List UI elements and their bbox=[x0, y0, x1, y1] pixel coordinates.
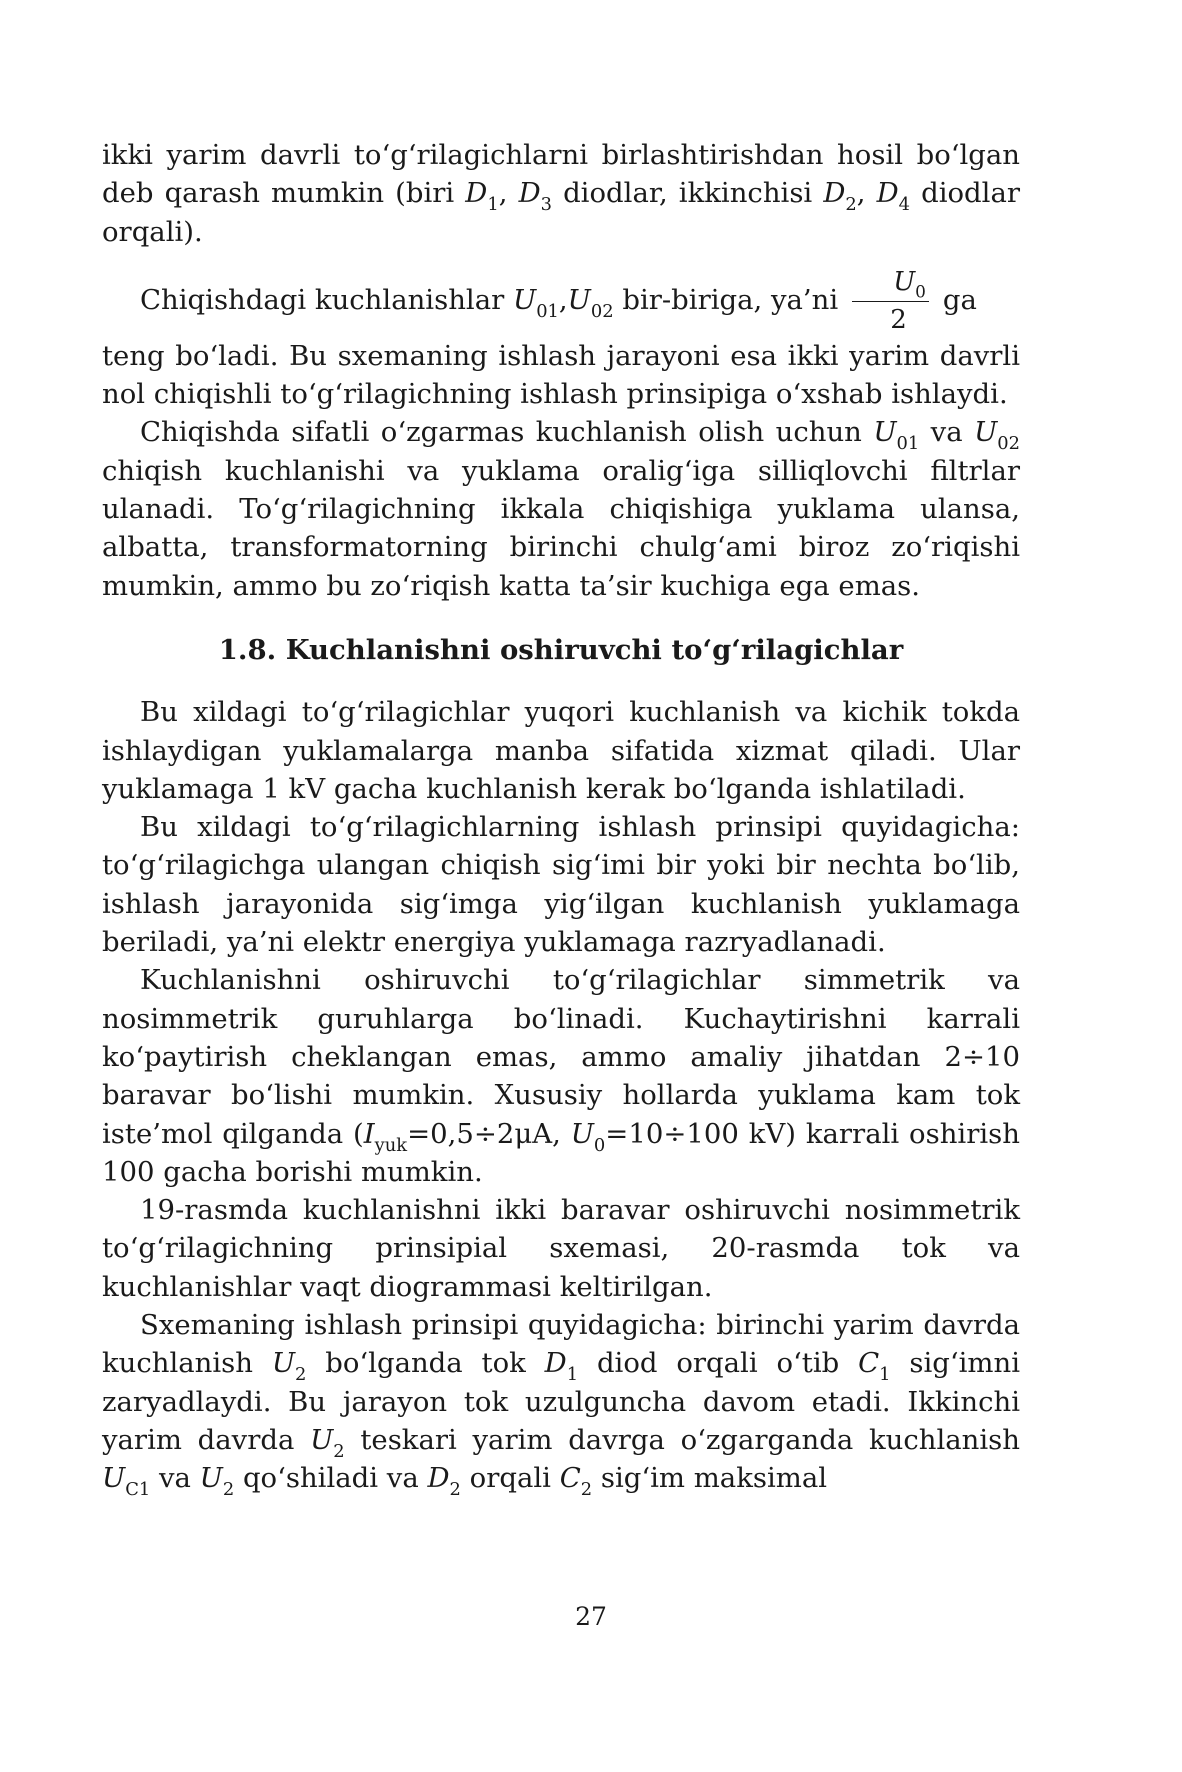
section-heading: 1.8. Kuchlanishni oshiruvchi to‘g‘rilagichlar bbox=[218, 633, 904, 666]
paragraph-4: Chiqishda sifatli o‘zgarmas kuchlanish olish uchun $U_{01}$ va $U_{02}$ chiqish kuchlanishi va yuklama oralig‘iga silliqlovchi filtrlar ulanadi. To‘g‘rilagichning ikkala chiqishiga yuklama ulansa, albatta, transformatorning birinchi chulg‘ami biroz zo‘riqishi mumkin, ammo bu zo‘riqish katta ta’sir kuchiga ega emas. bbox=[102, 416, 1020, 602]
paragraph-1: ikki yarim davrli to‘g‘rilagichlarni birlashtirishdan hosil bo‘lgan deb qarash mumkin (biri $D_1$, $D_3$ diodlar, ikkinchisi $D_2$, $D_4$ diodlar orqali). bbox=[102, 139, 1020, 248]
paragraph-8: 19-rasmda kuchlanishni ikki baravar oshiruvchi nosimmetrik to‘g‘rilagichning prinsipial sxemasi, 20-rasmda tok va kuchlanishlar vaqt diogrammasi keltirilgan. bbox=[102, 1194, 1020, 1303]
fraction-u0-over-2: $\frac{U_0}{2}$ bbox=[852, 268, 929, 334]
paragraph-3: teng bo‘ladi. Bu sxemaning ishlash jarayoni esa ikki yarim davrli nol chiqishli to‘g‘rilagichning ishlash prinsipiga o‘xshab ishlaydi. bbox=[102, 339, 1020, 411]
paragraph-7: Kuchlanishni oshiruvchi to‘g‘rilagichlar simmetrik va nosimmetrik guruhlarga bo‘linadi. Kuchaytirishni karrali ko‘paytirish cheklangan emas, ammo amaliy jihatdan 2÷10 baravar bo‘lishi mumkin. Xususiy hollarda yuklama kam tok iste’mol qilganda ($I_{yuk}=0,5\div 2\mu A$, $U_0=10\div 100$ kV) karrali oshirish 100 gacha borishi mumkin. bbox=[102, 964, 1020, 1188]
paragraph-5: Bu xildagi to‘g‘rilagichlar yuqori kuchlanish va kichik tokda ishlaydigan yuklamalarga manba sifatida xizmat qiladi. Ular yuklamaga 1 kV gacha kuchlanish kerak bo‘lganda ishlatiladi. bbox=[102, 696, 1020, 805]
paragraph-6: Bu xildagi to‘g‘rilagichlarning ishlash prinsipi quyidagicha: to‘g‘rilagichga ulangan chiqish sig‘imi bir yoki bir nechta bo‘lib, ishlash jarayonida sig‘imga yig‘ilgan kuchlanish yuklamaga beriladi, ya’ni elektr energiya yuklamaga razryadlanadi. bbox=[102, 811, 1020, 959]
paragraph-9: Sxemaning ishlash prinsipi quyidagicha: birinchi yarim davrda kuchlanish $U_2$ bo‘lganda tok $D_1$ diod orqali o‘tib $C_1$ sig‘imni zaryadlaydi. Bu jarayon tok uzulguncha davom etadi. Ikkinchi yarim davrda $U_2$ teskari yarim davrga o‘zgarganda kuchlanish $U_{C1}$ va $U_2$ qo‘shiladi va $D_2$ orqali $C_2$ sig‘im maksimal bbox=[102, 1309, 1020, 1501]
page-number: 27 bbox=[575, 1602, 607, 1631]
body-text bbox=[102, 136, 1020, 1501]
paragraph-2: Chiqishdagi kuchlanishlar $U_{01},U_{02}$ bir-biriga, ya’ni $\frac{U_0}{2}$ ga bbox=[140, 267, 977, 335]
